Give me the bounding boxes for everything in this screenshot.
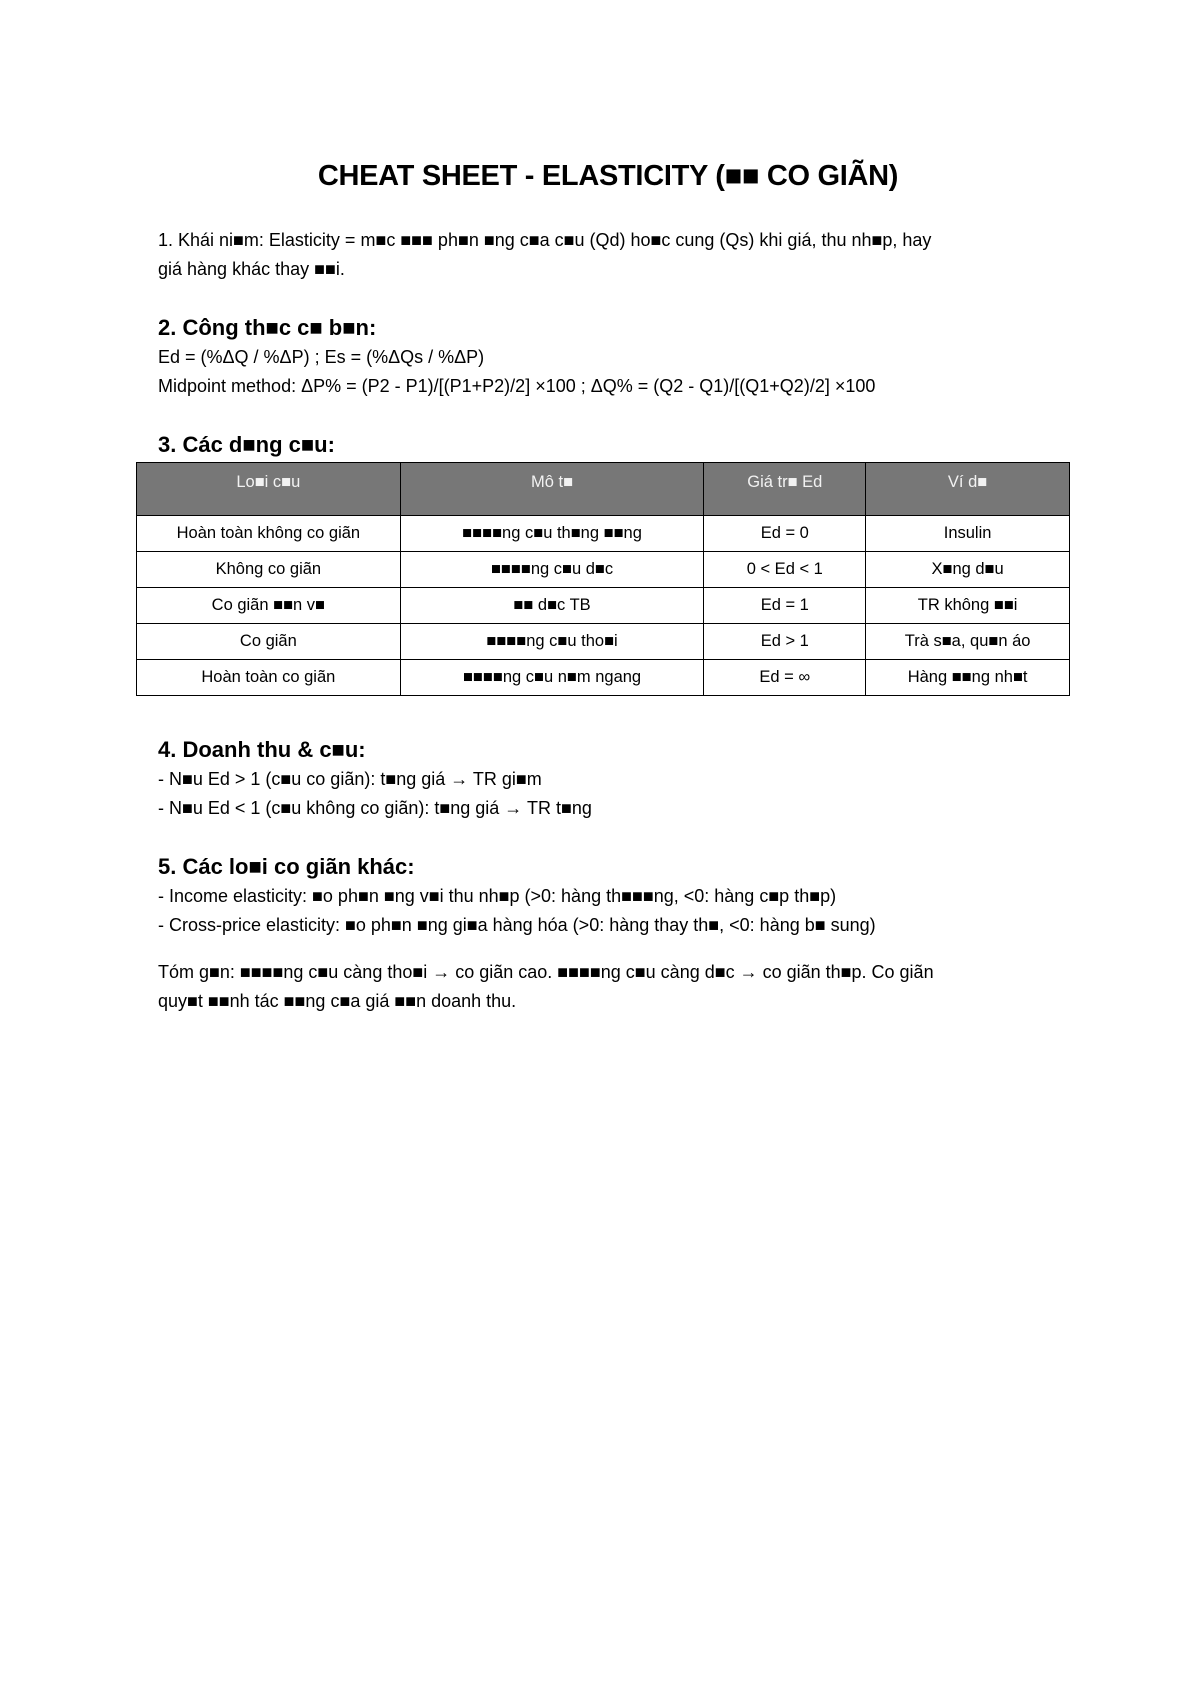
section-formulas bbox=[158, 313, 1058, 401]
table-cell: ■■■■ng c■u n■m ngang bbox=[400, 660, 704, 696]
income-elasticity-line: - Income elasticity: ■o ph■n ■ng v■i thu nh■p (>0: hàng th■■■ng, <0: hàng c■p th■p) bbox=[158, 886, 837, 906]
table-cell: ■■■■ng c■u d■c bbox=[400, 552, 704, 588]
table-header-row bbox=[137, 463, 1070, 516]
table-cell: 0 < Ed < 1 bbox=[704, 552, 866, 588]
table-cell: Co giãn ■■n v■ bbox=[137, 588, 401, 624]
table-cell: Ed = 0 bbox=[704, 516, 866, 552]
summary-line-2: quy■t ■■nh tác ■■ng c■a giá ■■n doanh thu. bbox=[158, 991, 517, 1011]
formulas-heading: 2. Công th■c c■ b■n: bbox=[158, 315, 377, 340]
table-cell: Ed = 1 bbox=[704, 588, 866, 624]
table-cell: Không co giãn bbox=[137, 552, 401, 588]
table-cell: Ed > 1 bbox=[704, 624, 866, 660]
section-other-elasticities bbox=[158, 852, 1058, 940]
formula-line-1: Ed = (%ΔQ / %ΔP) ; Es = (%ΔQs / %ΔP) bbox=[158, 347, 485, 367]
demand-types-heading: 3. Các d■ng c■u: bbox=[158, 432, 335, 457]
table-row bbox=[137, 588, 1070, 624]
table-header-cell: Lo■i c■u bbox=[137, 463, 401, 516]
table-cell: X■ng d■u bbox=[866, 552, 1070, 588]
revenue-line-2: - N■u Ed < 1 (c■u không co giãn): t■ng giá → TR t■ng bbox=[158, 798, 592, 818]
table-row bbox=[137, 624, 1070, 660]
formula-line-2: Midpoint method: ΔP% = (P2 - P1)/[(P1+P2)/2] ×100 ; ΔQ% = (Q2 - Q1)/[(Q1+Q2)/2] ×100 bbox=[158, 376, 876, 396]
table-cell: Insulin bbox=[866, 516, 1070, 552]
concept-line-2: giá hàng khác thay ■■i. bbox=[158, 259, 345, 279]
table-row bbox=[137, 552, 1070, 588]
table-row bbox=[137, 516, 1070, 552]
table-cell: Hàng ■■ng nh■t bbox=[866, 660, 1070, 696]
table-cell: Co giãn bbox=[137, 624, 401, 660]
section-revenue bbox=[158, 735, 1058, 823]
table-cell: ■■■■ng c■u tho■i bbox=[400, 624, 704, 660]
table-cell: Trà s■a, qu■n áo bbox=[866, 624, 1070, 660]
section-concept bbox=[158, 226, 1058, 284]
revenue-heading: 4. Doanh thu & c■u: bbox=[158, 737, 366, 762]
table-cell: Hoàn toàn không co giãn bbox=[137, 516, 401, 552]
other-elasticities-heading: 5. Các lo■i co giãn khác: bbox=[158, 854, 415, 879]
page-title: CHEAT SHEET - ELASTICITY (■■ CO GIÃN) bbox=[317, 160, 899, 192]
table-header-cell: Giá tr■ Ed bbox=[704, 463, 866, 516]
table-cell: ■■ d■c TB bbox=[400, 588, 704, 624]
cross-price-elasticity-line: - Cross-price elasticity: ■o ph■n ■ng gi■a hàng hóa (>0: hàng thay th■, <0: hàng b■ sung) bbox=[158, 915, 876, 935]
table-header-cell: Mô t■ bbox=[400, 463, 704, 516]
revenue-line-1: - N■u Ed > 1 (c■u co giãn): t■ng giá → TR gi■m bbox=[158, 769, 542, 789]
section-demand-types bbox=[158, 430, 1058, 460]
table-row bbox=[137, 660, 1070, 696]
table-header-cell: Ví d■ bbox=[866, 463, 1070, 516]
concept-line-1: 1. Khái ni■m: Elasticity = m■c ■■■ ph■n ■ng c■a c■u (Qd) ho■c cung (Qs) khi giá, thu nh■p, hay bbox=[158, 230, 932, 250]
table-cell: Ed = ∞ bbox=[704, 660, 866, 696]
table-cell: TR không ■■i bbox=[866, 588, 1070, 624]
summary-line-1: Tóm g■n: ■■■■ng c■u càng tho■i → co giãn cao. ■■■■ng c■u càng d■c → co giãn th■p. Co giãn bbox=[158, 962, 934, 982]
demand-types-table bbox=[136, 462, 1070, 696]
table-cell: ■■■■ng c■u th■ng ■■ng bbox=[400, 516, 704, 552]
table-cell: Hoàn toàn co giãn bbox=[137, 660, 401, 696]
section-summary bbox=[158, 958, 1058, 1016]
